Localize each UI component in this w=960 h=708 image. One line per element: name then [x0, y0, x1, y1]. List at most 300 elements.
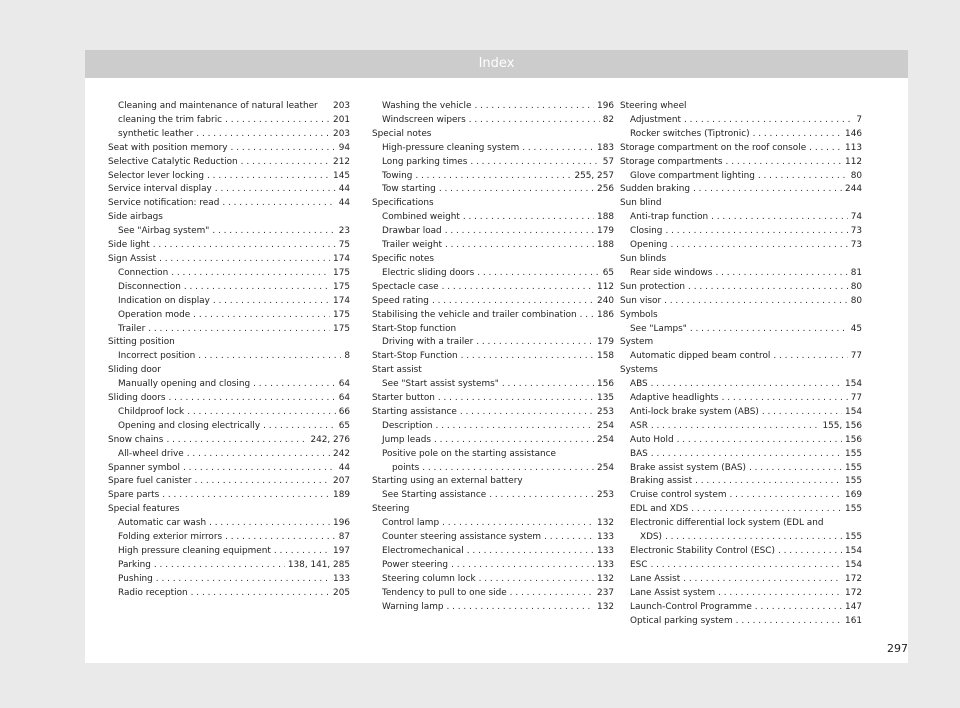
index-entry-page: 73 [850, 240, 862, 251]
dot-leader [193, 309, 330, 323]
dot-leader [695, 475, 842, 489]
dot-leader [651, 448, 842, 462]
index-entry-label: Seat with position memory [108, 142, 228, 153]
index-entry-label: Automatic car wash [118, 518, 207, 529]
index-entry-page: 242, 276 [310, 434, 350, 445]
index-entry-label: Washing the vehicle [382, 101, 472, 111]
dot-leader [159, 253, 330, 267]
dot-leader [778, 545, 842, 559]
dot-leader [688, 281, 848, 295]
index-page [85, 50, 908, 663]
index-entry-label: See "Lamps" [630, 323, 687, 334]
index-entry-page: 242 [333, 448, 350, 459]
page-title: Index [478, 56, 515, 71]
dot-leader [467, 545, 594, 559]
index-entry [108, 475, 350, 489]
index-entry-label: Cruise control system [630, 490, 727, 501]
index-entry [108, 559, 350, 573]
index-entry [620, 170, 862, 184]
index-entry [108, 156, 350, 170]
index-entry [372, 114, 614, 128]
index-entry-page: 189 [333, 490, 350, 501]
index-entry-label: Steering column lock [382, 573, 476, 584]
dot-leader [691, 503, 842, 517]
index-entry [372, 489, 614, 503]
index-entry-page: 66 [338, 406, 350, 417]
index-entry-page: 65 [338, 420, 350, 431]
dot-leader [183, 462, 336, 476]
index-entry-label: Storage compartment on the roof console [620, 142, 807, 153]
dot-leader [187, 406, 336, 420]
index-entry [108, 197, 350, 211]
dot-leader [650, 559, 842, 573]
index-entry-label: ABS [630, 379, 648, 390]
index-entry-page: 155 [845, 476, 862, 487]
dot-leader [718, 587, 842, 601]
dot-leader [755, 601, 842, 615]
dot-leader [460, 406, 594, 420]
page-number: 297 [887, 642, 908, 655]
index-entry [620, 448, 862, 462]
index-entry-label: Lane Assist [630, 573, 681, 584]
index-entry-label: Closing [630, 226, 663, 237]
index-entry-label: Counter steering assistance system [382, 532, 542, 543]
index-entry-page: 146 [845, 128, 862, 139]
index-entry-page: 7 [856, 114, 862, 125]
index-entry-label: ASR [630, 420, 648, 431]
index-entry [372, 100, 614, 114]
index-entry [372, 170, 614, 184]
index-entry-label: Incorrect position [118, 351, 196, 362]
index-heading: Specifications [372, 198, 434, 209]
index-entry [620, 489, 862, 503]
index-entry-page: 174 [333, 253, 350, 264]
index-entry-label: High pressure cleaning equipment [118, 546, 271, 556]
index-entry-page: 77 [850, 351, 862, 362]
index-entry [620, 156, 862, 170]
index-entry [620, 559, 862, 573]
index-entry-label: points [392, 462, 420, 473]
index-entry [372, 350, 614, 364]
index-entry-label: Service interval display [108, 184, 212, 195]
dot-leader [476, 336, 594, 350]
index-entry-label: Tow starting [382, 184, 436, 195]
index-entry-page: 244 [845, 184, 862, 195]
dot-leader [684, 114, 853, 128]
index-entry-label: Sun visor [620, 295, 662, 306]
index-entry-label: cleaning the trim fabric [118, 114, 223, 125]
index-entry-page: 207 [333, 476, 350, 487]
index-heading: Special notes [372, 128, 432, 139]
index-entry-page: 135 [597, 393, 614, 404]
dot-leader [749, 462, 842, 476]
index-entry-label: Tendency to pull to one side [382, 587, 507, 598]
dot-leader [438, 392, 594, 406]
index-entry [108, 114, 350, 128]
index-heading: Positive pole on the starting assistance [382, 448, 556, 459]
index-entry [372, 295, 614, 309]
index-entry-page: 80 [850, 295, 862, 306]
dot-leader [758, 170, 848, 184]
index-entry-page: 254 [597, 420, 614, 431]
index-entry [620, 615, 862, 629]
index-entry-page: 77 [850, 393, 862, 404]
index-entry [372, 434, 614, 448]
dot-leader [241, 156, 330, 170]
dot-leader [665, 225, 847, 239]
index-entry-page: 87 [338, 532, 350, 543]
index-entry-page: 133 [597, 546, 614, 556]
index-entry-page: 172 [845, 573, 862, 584]
index-entry [108, 267, 350, 281]
index-entry [372, 211, 614, 225]
index-entry-page: 154 [845, 379, 862, 390]
index-entry [620, 573, 862, 587]
dot-leader [162, 489, 330, 503]
dot-leader [153, 239, 336, 253]
index-column-2 [372, 100, 614, 615]
index-entry [372, 309, 614, 323]
index-entry-label: Glove compartment lighting [630, 170, 755, 181]
index-entry-label: EDL and XDS [630, 504, 689, 515]
index-entry-page: 196 [597, 101, 614, 111]
index-entry-label: See "Start assist systems" [382, 379, 499, 390]
index-entry-page: 253 [597, 406, 614, 417]
index-entry-label: Sign Assist [108, 253, 157, 264]
index-entry-page: 133 [597, 532, 614, 543]
index-entry-page: 179 [597, 337, 614, 348]
dot-leader [207, 170, 330, 184]
index-heading: Starting using an external battery [372, 476, 523, 487]
index-entry-label: Electromechanical [382, 546, 464, 556]
dot-leader [148, 323, 330, 337]
dot-leader [479, 573, 594, 587]
index-entry [108, 392, 350, 406]
index-entry [108, 489, 350, 503]
index-heading: Special features [108, 504, 180, 515]
dot-leader [263, 420, 336, 434]
index-entry-page: 253 [597, 490, 614, 501]
dot-leader [489, 489, 594, 503]
index-column-1 [108, 100, 350, 601]
index-entry [620, 281, 862, 295]
index-entry-label: Opening and closing electrically [118, 420, 261, 431]
dot-leader [184, 281, 330, 295]
dot-leader [209, 517, 330, 531]
dot-leader [773, 350, 847, 364]
dot-leader [690, 323, 848, 337]
index-entry-page: 80 [850, 281, 862, 292]
index-entry-page: 23 [338, 226, 350, 237]
index-entry-page: 113 [845, 142, 862, 153]
index-entry [108, 531, 350, 545]
index-entry-label: Starting assistance [372, 406, 457, 417]
index-entry-page: 64 [338, 379, 350, 390]
index-entry-label: High-pressure cleaning system [382, 142, 520, 153]
dot-leader [762, 406, 842, 420]
dot-leader [253, 378, 336, 392]
dot-leader [156, 573, 330, 587]
index-entry-page: 156 [845, 434, 862, 445]
index-entry [620, 420, 862, 434]
index-entry [372, 281, 614, 295]
index-entry-page: 158 [597, 351, 614, 362]
index-heading: Start-Stop function [372, 323, 457, 334]
index-entry [620, 392, 862, 406]
index-heading: System [620, 337, 654, 348]
index-entry-label: Windscreen wipers [382, 114, 466, 125]
index-entry-page: 154 [845, 406, 862, 417]
index-entry-page: 80 [850, 170, 862, 181]
dot-leader [191, 587, 330, 601]
index-entry-page: 175 [333, 267, 350, 278]
dot-leader [522, 142, 594, 156]
index-entry [372, 392, 614, 406]
index-entry-label: Power steering [382, 559, 449, 570]
index-entry [108, 378, 350, 392]
index-entry [372, 183, 614, 197]
dot-leader [677, 434, 842, 448]
dot-leader [436, 420, 595, 434]
index-entry [620, 378, 862, 392]
dot-leader [470, 156, 599, 170]
index-entry [108, 420, 350, 434]
index-entry-page: 255, 257 [574, 170, 614, 181]
index-heading: Symbols [620, 309, 658, 320]
dot-leader [434, 434, 594, 448]
index-entry-page: 179 [597, 226, 614, 237]
dot-leader [651, 420, 820, 434]
index-entry-page: 154 [845, 546, 862, 556]
index-entry-label: Sudden braking [620, 184, 691, 195]
index-entry [620, 531, 862, 545]
index-entry-page: 154 [845, 559, 862, 570]
index-entry-page: 65 [602, 267, 614, 278]
index-entry-page: 75 [338, 240, 350, 251]
dot-leader [683, 573, 842, 587]
index-entry-page: 132 [597, 518, 614, 529]
index-entry-label: Launch-Control Programme [630, 601, 752, 612]
index-entry [108, 587, 350, 601]
dot-leader [726, 156, 843, 170]
index-entry-label: Towing [382, 170, 413, 181]
index-entry-page: 196 [333, 518, 350, 529]
page-header [85, 50, 908, 78]
index-heading: Start assist [372, 365, 422, 376]
index-entry [620, 462, 862, 476]
dot-leader [510, 587, 594, 601]
index-entry-label: Jump leads [382, 434, 431, 445]
index-entry [372, 587, 614, 601]
dot-leader [442, 517, 594, 531]
index-entry [108, 128, 350, 142]
index-entry-label: Snow chains [108, 434, 164, 445]
index-entry-page: 175 [333, 309, 350, 320]
index-entry [108, 142, 350, 156]
index-entry-label: Service notification: read [108, 198, 220, 209]
dot-leader [665, 531, 842, 545]
dot-leader [215, 183, 336, 197]
index-entry-page: 205 [333, 587, 350, 598]
index-entry-page: 74 [850, 212, 862, 223]
index-entry [372, 406, 614, 420]
index-entry [620, 128, 862, 142]
index-entry-label: Start-Stop Function [372, 351, 458, 362]
index-entry-label: Control lamp [382, 518, 440, 529]
index-entry [620, 587, 862, 601]
index-entry [108, 434, 350, 448]
index-entry-label: Operation mode [118, 309, 191, 320]
index-entry-page: 161 [845, 615, 862, 626]
index-entry [620, 239, 862, 253]
index-entry-label: Indication on display [118, 295, 210, 306]
index-entry-label: Long parking times [382, 156, 468, 167]
index-entry-label: Adaptive headlights [630, 393, 719, 404]
index-entry-label: Automatic dipped beam control [630, 351, 771, 362]
index-entry-page: 145 [333, 170, 350, 181]
index-entry-page: 237 [597, 587, 614, 598]
dot-leader [736, 615, 842, 629]
index-entry [108, 517, 350, 531]
index-entry-label: Drawbar load [382, 226, 442, 237]
index-entry-page: 183 [597, 142, 614, 153]
index-entry-label: Opening [630, 240, 668, 251]
index-entry-label: Selector lever locking [108, 170, 205, 181]
index-entry-label: Side light [108, 240, 150, 251]
index-entry-page: 94 [338, 142, 350, 153]
dot-leader [225, 531, 336, 545]
index-entry-label: Stabilising the vehicle and trailer combination [372, 309, 577, 320]
index-entry [372, 336, 614, 350]
index-entry [108, 545, 350, 559]
index-entry-page: 155 [845, 532, 862, 543]
index-entry-page: 175 [333, 281, 350, 292]
dot-leader [445, 239, 594, 253]
index-entry-label: Folding exterior mirrors [118, 532, 223, 543]
index-entry-page: 174 [333, 295, 350, 306]
index-entry [620, 503, 862, 517]
index-entry-page: 133 [597, 559, 614, 570]
index-entry-label: See Starting assistance [382, 490, 487, 501]
index-entry-label: Disconnection [118, 281, 181, 292]
index-entry-page: 138, 141, 285 [287, 559, 350, 570]
index-entry [108, 462, 350, 476]
index-entry-page: 57 [602, 156, 614, 167]
index-entry-page: 197 [333, 546, 350, 556]
index-entry-label: Spanner symbol [108, 462, 180, 473]
index-entry-label: Electric sliding doors [382, 267, 475, 278]
index-entry [108, 170, 350, 184]
index-entry [108, 239, 350, 253]
dot-leader [670, 239, 847, 253]
index-entry [372, 239, 614, 253]
index-entry-label: Connection [118, 267, 169, 278]
dot-leader [225, 114, 330, 128]
index-entry-label: Rear side windows [630, 267, 713, 278]
index-entry [108, 350, 350, 364]
index-entry [108, 281, 350, 295]
dot-leader [432, 295, 594, 309]
index-entry-page: 82 [602, 114, 614, 125]
index-entry [372, 517, 614, 531]
index-entry [620, 406, 862, 420]
index-entry-label: Description [382, 420, 433, 431]
index-entry-label: Speed rating [372, 295, 429, 306]
index-entry [620, 267, 862, 281]
index-entry [372, 267, 614, 281]
index-entry [372, 601, 614, 615]
index-entry-page: 186 [597, 309, 614, 320]
index-entry-label: Spare parts [108, 490, 160, 501]
index-entry-label: Trailer [118, 323, 146, 334]
index-entry [372, 156, 614, 170]
dot-leader [461, 350, 594, 364]
dot-leader [664, 295, 848, 309]
dot-leader [213, 295, 330, 309]
dot-leader [154, 559, 285, 573]
index-entry-page: 132 [597, 601, 614, 612]
index-entry-page: 132 [597, 573, 614, 584]
dot-leader [195, 475, 330, 489]
index-entry [620, 142, 862, 156]
index-entry [108, 323, 350, 337]
index-entry-label: Cleaning and maintenance of natural leather [118, 101, 318, 111]
dot-leader [415, 170, 571, 184]
index-heading: Sitting position [108, 337, 175, 348]
index-entry-label: ESC [630, 559, 648, 570]
index-entry-page: 112 [845, 156, 862, 167]
index-entry-label: Lane Assist system [630, 587, 716, 598]
index-entry-label: Starter button [372, 393, 435, 404]
index-heading: Sun blinds [620, 253, 667, 264]
index-entry-page: 81 [850, 267, 862, 278]
index-entry [108, 406, 350, 420]
dot-leader [477, 267, 599, 281]
index-entry [108, 225, 350, 239]
index-entry [108, 573, 350, 587]
dot-leader [463, 211, 594, 225]
dot-leader [447, 601, 595, 615]
dot-leader [715, 267, 847, 281]
index-entry [108, 253, 350, 267]
index-entry-page: 112 [597, 281, 614, 292]
index-entry-label: All-wheel drive [118, 448, 184, 459]
index-entry [620, 601, 862, 615]
index-entry-label: XDS) [640, 532, 663, 543]
index-entry-label: Sliding doors [108, 393, 166, 404]
index-entry [620, 545, 862, 559]
index-entry-page: 44 [338, 184, 350, 195]
index-entry-page: 44 [338, 198, 350, 209]
index-entry-page: 73 [850, 226, 862, 237]
dot-leader [187, 448, 330, 462]
index-entry-label: Rocker switches (Tiptronic) [630, 128, 750, 139]
index-entry [620, 225, 862, 239]
index-entry-page: 8 [344, 351, 350, 362]
index-entry-label: Sun protection [620, 281, 686, 292]
dot-leader [171, 267, 330, 281]
index-entry-label: Driving with a trailer [382, 337, 474, 348]
dot-leader [711, 211, 848, 225]
index-entry-label: See "Airbag system" [118, 226, 210, 237]
index-entry-page: 155, 156 [822, 420, 862, 431]
index-entry-page: 254 [597, 434, 614, 445]
index-entry-page: 240 [597, 295, 614, 306]
index-entry-page: 45 [850, 323, 862, 334]
dot-leader [693, 183, 842, 197]
index-heading: Sun blind [620, 198, 662, 209]
index-entry [372, 573, 614, 587]
